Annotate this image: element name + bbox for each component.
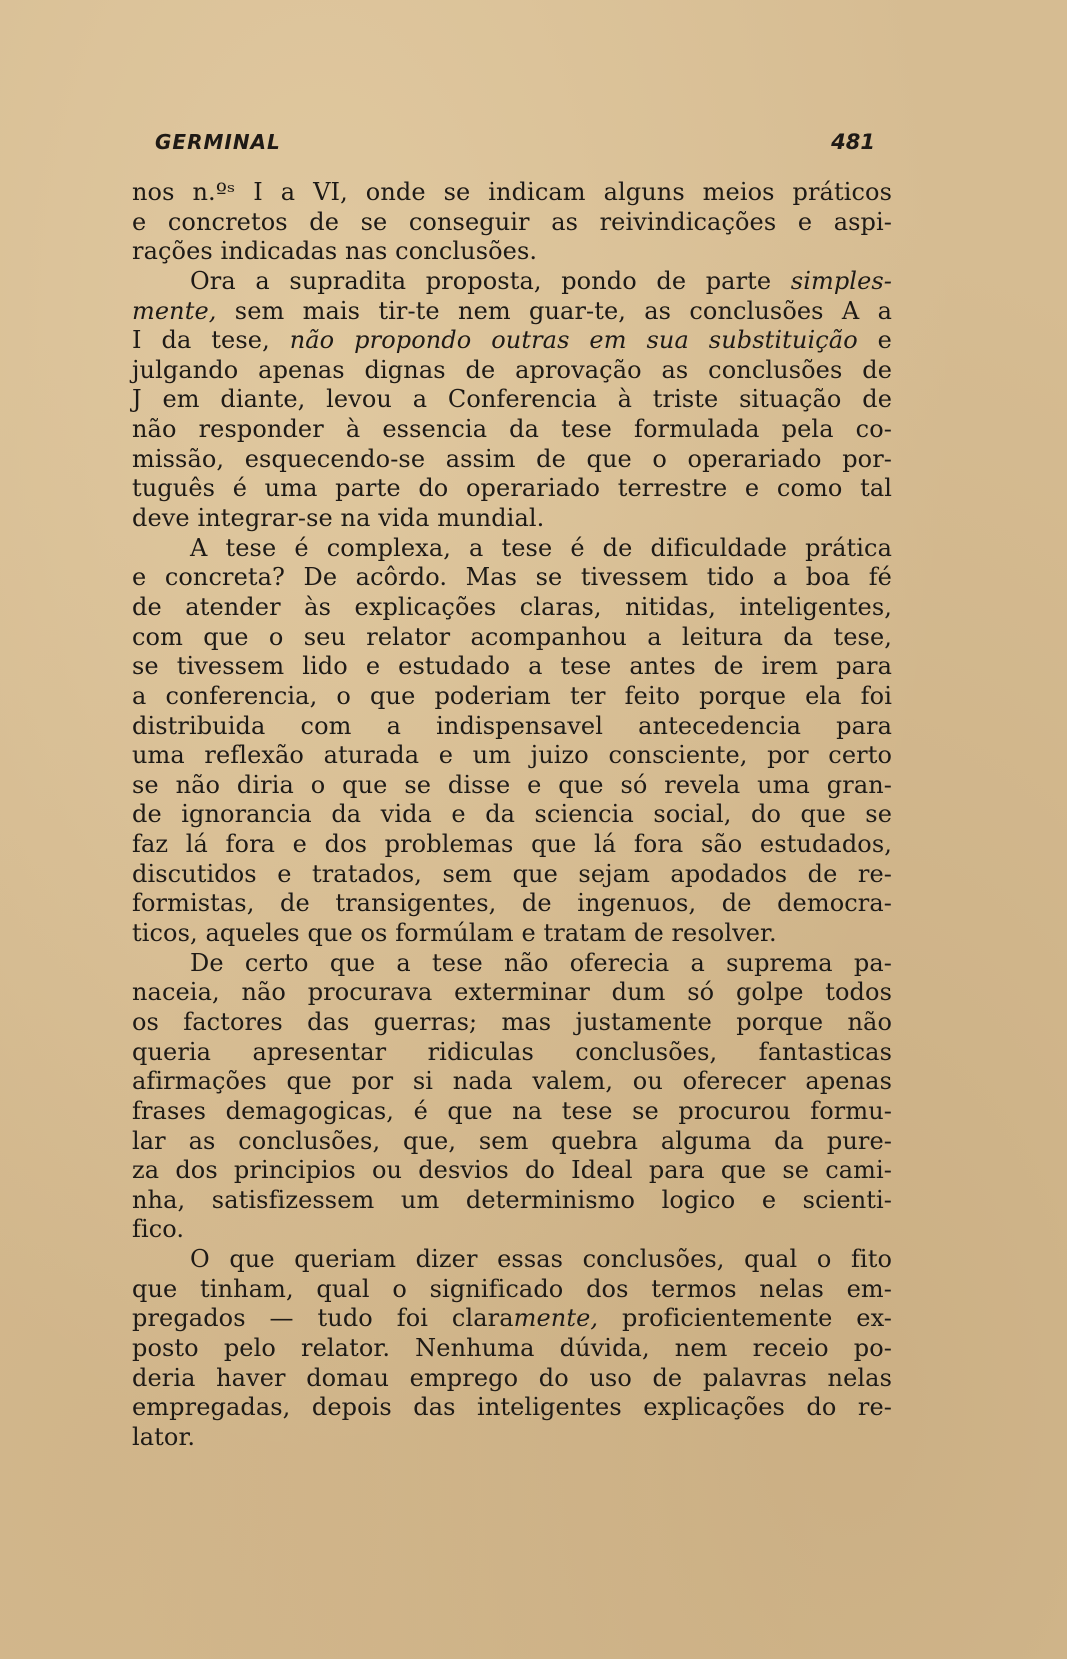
- paragraph-start-line: De certo que a tese não oferecia a suprema pa-: [190, 948, 892, 977]
- emphasis: simples-: [790, 266, 892, 295]
- text-line: nha, satisfizessem um determinismo logico e scienti-: [132, 1185, 892, 1214]
- text-line: deria haver domau emprego do uso de palavras nelas: [132, 1363, 892, 1392]
- text-line: a conferencia, o que poderiam ter feito porque ela foi: [132, 681, 892, 710]
- text-line: deve integrar-se na vida mundial.: [132, 504, 545, 533]
- text-line: faz lá fora e dos problemas que lá fora são estudados,: [132, 830, 892, 859]
- text-line: lator.: [132, 1422, 196, 1451]
- running-head: [155, 130, 875, 160]
- body-text: [132, 178, 892, 1453]
- text-line: de ignorancia da vida e da sciencia social, do que se: [132, 800, 892, 829]
- page-number: 481: [831, 130, 875, 154]
- text-line: se não diria o que se disse e que só revela uma gran-: [132, 770, 892, 799]
- text-line: julgando apenas dignas de aprovação as conclusões de: [132, 355, 892, 384]
- text-line: queria apresentar ridiculas conclusões, fantasticas: [132, 1037, 892, 1066]
- text-line: tuguês é uma parte do operariado terrestre e como tal: [132, 474, 892, 503]
- text-line: não responder à essencia da tese formulada pela co-: [132, 415, 892, 444]
- text-line: J em diante, levou a Conferencia à triste situação de: [132, 385, 892, 414]
- text-line: mente, sem mais tir-te nem guar-te, as conclusões A a: [132, 296, 892, 325]
- text-line: os factores das guerras; mas justamente porque não: [132, 1007, 892, 1036]
- text-line: I da tese, não propondo outras em sua substituição e: [132, 326, 892, 355]
- text-line: posto pelo relator. Nenhuma dúvida, nem receio po-: [132, 1333, 892, 1362]
- text-line: se tivessem lido e estudado a tese antes de irem para: [132, 652, 892, 681]
- text-line: que tinham, qual o significado dos termos nelas em-: [132, 1274, 892, 1303]
- text-line: frases demagogicas, é que na tese se procurou formu-: [132, 1096, 892, 1125]
- emphasis: mente,: [132, 296, 217, 325]
- paragraph-start-line: A tese é complexa, a tese é de dificuldade prática: [190, 533, 892, 562]
- text-line: za dos principios ou desvios do Ideal para que se cami-: [132, 1156, 892, 1185]
- text-line: empregadas, depois das inteligentes explicações do re-: [132, 1393, 892, 1422]
- text-line: fico.: [132, 1215, 185, 1244]
- text-line: e concretos de se conseguir as reivindicações e aspi-: [132, 207, 892, 236]
- text-line: ticos, aqueles que os formúlam e tratam de resolver.: [132, 919, 777, 948]
- text-line: de atender às explicações claras, nitidas, inteligentes,: [132, 592, 892, 621]
- text-line: lar as conclusões, que, sem quebra alguma da pure-: [132, 1126, 892, 1155]
- emphasis: mente,: [513, 1304, 599, 1333]
- emphasis: não propondo outras em sua substituição: [289, 326, 858, 355]
- text-line: distribuida com a indispensavel antecedencia para: [132, 711, 892, 740]
- text-line: nos n.ºˢ I a VI, onde se indicam alguns meios práticos: [132, 178, 892, 206]
- text-line: afirmações que por si nada valem, ou oferecer apenas: [132, 1067, 892, 1096]
- text-line: rações indicadas nas conclusões.: [132, 237, 538, 266]
- journal-title: GERMINAL: [155, 130, 281, 154]
- text-line: e concreta? De acôrdo. Mas se tivessem tido a boa fé: [132, 563, 892, 592]
- text-line: pregados — tudo foi claramente, proficientemente ex-: [132, 1304, 892, 1333]
- paragraph-start-line: Ora a supradita proposta, pondo de parte simples-: [190, 266, 892, 295]
- text-line: formistas, de transigentes, de ingenuos, de democra-: [132, 889, 892, 918]
- text-line: uma reflexão aturada e um juizo consciente, por certo: [132, 741, 892, 770]
- text-line: naceia, não procurava exterminar dum só golpe todos: [132, 978, 892, 1007]
- text-line: com que o seu relator acompanhou a leitura da tese,: [132, 622, 892, 651]
- paragraph-start-line: O que queriam dizer essas conclusões, qual o fito: [190, 1245, 892, 1274]
- text-line: missão, esquecendo-se assim de que o operariado por-: [132, 444, 892, 473]
- text-line: discutidos e tratados, sem que sejam apodados de re-: [132, 859, 892, 888]
